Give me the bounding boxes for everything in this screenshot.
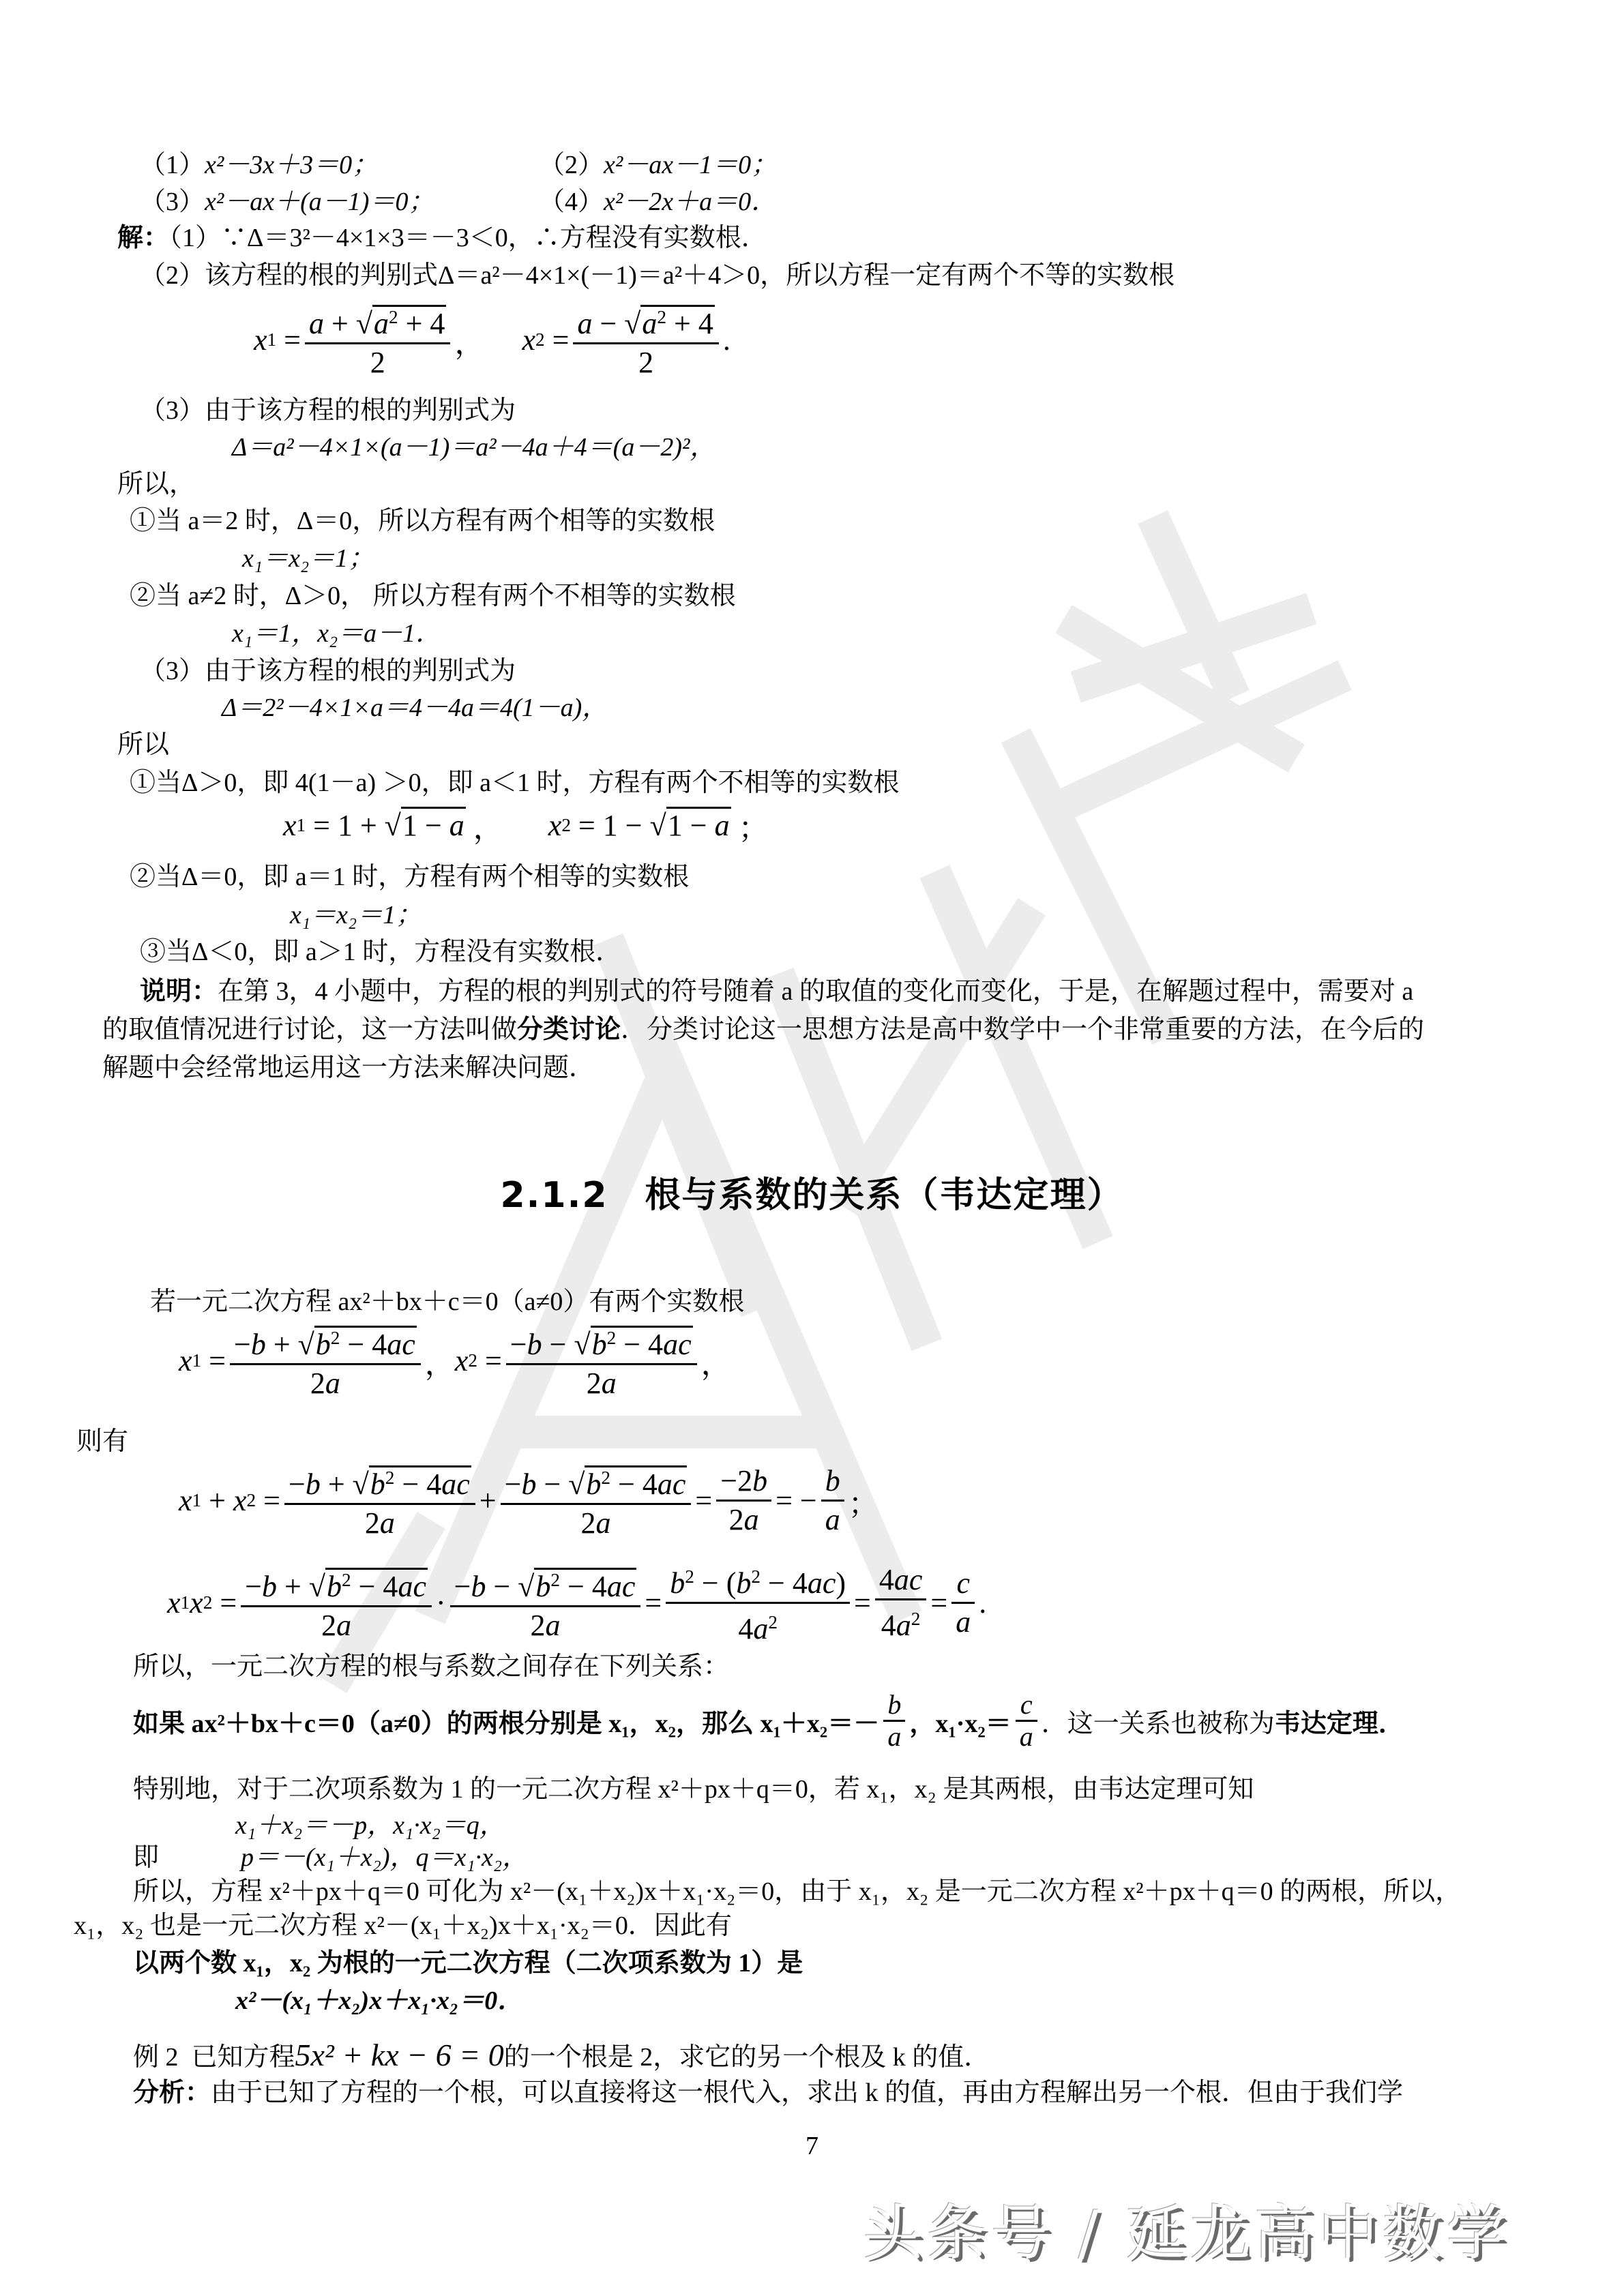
ie-equation: p＝－(x₁＋x₂)，q＝x₁·x₂， — [241, 1843, 529, 1872]
problem-3 — [140, 185, 434, 218]
problem-number: （1） — [140, 151, 205, 179]
ie-label: 即 — [133, 1843, 160, 1872]
vieta-bold-equation: x²－(x₁＋x₂)x＋x₁·x₂＝0． — [235, 1986, 524, 2015]
example-equation: 5x² + kx − 6 = 0 — [295, 2038, 504, 2072]
note-label: 说明： — [140, 977, 218, 1006]
note-line-2 — [102, 1013, 1424, 1046]
problem-4 — [539, 185, 777, 218]
note-line-3: 解题中会经常地运用这一方法来解决问题． — [102, 1054, 595, 1082]
solution-3-case-2: ②当 a≠2 时，Δ＞0， 所以方程有两个不相等的实数根 — [130, 582, 736, 610]
problem-number: （2） — [539, 151, 604, 179]
vieta-so2-line-2: x₁，x₂ 也是一元二次方程 x²－(x₁＋x₂)x＋x₁·x₂＝0．因此有 — [74, 1911, 732, 1940]
note-text: ．分类讨论这一思想方法是高中数学中一个非常重要的方法，在今后的 — [621, 1015, 1425, 1044]
solution-4-case-1-roots: x 1 = 1 + √ 1 − a ， x 2 = 1 − √ 1 − a ； — [283, 803, 769, 847]
solution-4-case-2-roots: x₁＝x₂＝1； — [290, 901, 422, 929]
theorem-name: 韦达定理 — [1274, 1710, 1378, 1738]
solution-2: （2）该方程的根的判别式Δ＝a²－4×1×(－1)＝a²＋4＞0，所以方程一定有两个不等的实数根 — [140, 261, 1175, 290]
vieta-intro: 若一元二次方程 ax²＋bx＋c＝0（a≠0）有两个实数根 — [150, 1287, 745, 1316]
solution-4-so: 所以 — [117, 730, 170, 759]
vieta-roots: x 1 = $\frac{-b + √b^2 - 4ac}{2a}$ ， x 2 = $\frac{-b - √b^2 - 4ac}{2a}$ ， — [179, 1320, 731, 1402]
solution-1 — [117, 222, 767, 254]
brand-watermark: 头条号 / 延龙高中数学 — [863, 2198, 1511, 2268]
note-line-1 — [140, 975, 1413, 1008]
vieta-so: 所以，一元二次方程的根与系数之间存在下列关系： — [133, 1652, 730, 1681]
example-label: 例 2 — [133, 2043, 179, 2072]
solution-label: 解： — [117, 224, 170, 252]
solution-4-case-1: ①当Δ＞0，即 4(1－a) ＞0，即 a＜1 时，方程有两个不相等的实数根 — [130, 769, 900, 797]
solution-3-case-2-roots: x₁＝1，x₂＝a－1． — [232, 619, 442, 648]
theorem-text: ．这一关系也被称为 — [1041, 1710, 1275, 1738]
solution-3-intro: （3）由于该方程的根的判别式为 — [140, 396, 516, 425]
solution-2-roots: x 1 = $\frac{a + √a^2 + 4}{2}$ ， x 2 = $\frac{a - √a^2 + 4}{2}$ . — [254, 299, 730, 381]
problem-number: （4） — [539, 188, 604, 216]
vieta-theorem: 如果 ax²＋bx＋c＝0（a≠0）的两根分别是 x₁，x₂，那么 x₁＋x₂＝－ $\frac{b}{a}$ ，x₁·x₂＝ $\frac{c}{a}$ ．这一关系也被称为 韦达定理 ． — [133, 1689, 1404, 1752]
problem-equation: x²－2x＋a＝0． — [604, 188, 778, 216]
solution-3-delta: Δ＝a²－4×1×(a－1)＝a²－4a＋4＝(a－2)²， — [232, 433, 716, 462]
note-text: 在第 3，4 小题中，方程的根的判别式的符号随着 a 的取值的变化而变化，于是，在解题过程中，需要对 a — [218, 977, 1414, 1006]
vieta-ie — [133, 1841, 528, 1874]
page-number: 7 — [806, 2132, 818, 2160]
solution-text: （1）∵Δ＝3²－4×1×3＝－3＜0，∴方程没有实数根． — [169, 224, 767, 252]
problem-equation: x²－ax＋(a－1)＝0； — [205, 188, 434, 216]
vieta-sum-equation: x 1 + x 2 = $\frac{-b + √b^2 - 4ac}{2a}$ + $\frac{-b - √b^2 - 4ac}{2a}$ = $\frac{-2b}{2a}$ = − $\frac{b}{a}$ ； — [179, 1464, 879, 1540]
solution-4-delta: Δ＝2²－4×1×a＝4－4a＝4(1－a)， — [222, 694, 608, 722]
solution-3-case-1-roots: x₁＝x₂＝1； — [242, 544, 374, 573]
example-text: 已知方程 — [191, 2043, 295, 2072]
vieta-so2-line-1: 所以，方程 x²＋px＋q＝0 可化为 x²－(x₁＋x₂)x＋x₁·x₂＝0，由于 x₁，x₂ 是一元二次方程 x²＋px＋q＝0 的两根，所以， — [133, 1877, 1462, 1906]
section-title: 2.1.2 根与系数的关系（韦达定理） — [500, 1175, 1124, 1216]
theorem-text: ，x₁·x₂＝ — [909, 1710, 1012, 1738]
solution-4-case-3: ③当Δ＜0，即 a＞1 时，方程没有实数根． — [140, 938, 622, 966]
problem-equation: x²－ax－1＝0； — [604, 151, 778, 179]
vieta-special: 特别地，对于二次项系数为 1 的一元二次方程 x²＋px＋q＝0，若 x₁，x₂ 是其两根，由韦达定理可知 — [133, 1775, 1254, 1804]
problem-number: （3） — [140, 188, 205, 216]
problem-equation: x²－3x＋3＝0； — [205, 151, 379, 179]
theorem-end: ． — [1378, 1710, 1404, 1738]
example-2-analysis — [133, 2076, 1403, 2109]
solution-4-case-2: ②当Δ＝0，即 a＝1 时，方程有两个相等的实数根 — [130, 863, 690, 891]
problem-2 — [539, 149, 777, 181]
analysis-text: 由于已知了方程的一个根，可以直接将这一根代入，求出 k 的值，再由方程解出另一个根．但由于我们学 — [211, 2078, 1404, 2107]
vieta-then: 则有 — [76, 1427, 129, 1456]
vieta-bold-statement: 以两个数 x₁，x₂ 为根的一元二次方程（二次项系数为 1）是 — [133, 1949, 803, 1978]
note-bold-term: 分类讨论 — [517, 1015, 621, 1044]
note-text: 的取值情况进行讨论，这一方法叫做 — [102, 1015, 518, 1044]
solution-3-case-1: ①当 a＝2 时，Δ＝0，所以方程有两个相等的实数根 — [130, 507, 715, 535]
example-2 — [133, 2039, 990, 2074]
analysis-label: 分析： — [133, 2078, 211, 2107]
theorem-text: 如果 ax²＋bx＋c＝0（a≠0）的两根分别是 x₁，x₂，那么 x₁＋x₂＝－ — [133, 1710, 880, 1738]
problem-1 — [140, 149, 378, 181]
solution-4-intro: （3）由于该方程的根的判别式为 — [140, 657, 516, 685]
vieta-special-equation: x₁＋x₂＝－p，x₁·x₂＝q， — [235, 1811, 505, 1840]
example-text: 的一个根是 2，求它的另一个根及 k 的值． — [503, 2043, 990, 2072]
solution-3-so: 所以， — [117, 470, 196, 498]
vieta-product-equation: x 1 x 2 = $\frac{-b + √b^2 - 4ac}{2a}$ · $\frac{-b - √b^2 - 4ac}{2a}$ = $\frac{b^2 - (b^2 - 4ac)}{4a^2}$ = $\frac{4ac}{4a^2}$ = $\frac{c}{a}$ . — [167, 1563, 987, 1645]
